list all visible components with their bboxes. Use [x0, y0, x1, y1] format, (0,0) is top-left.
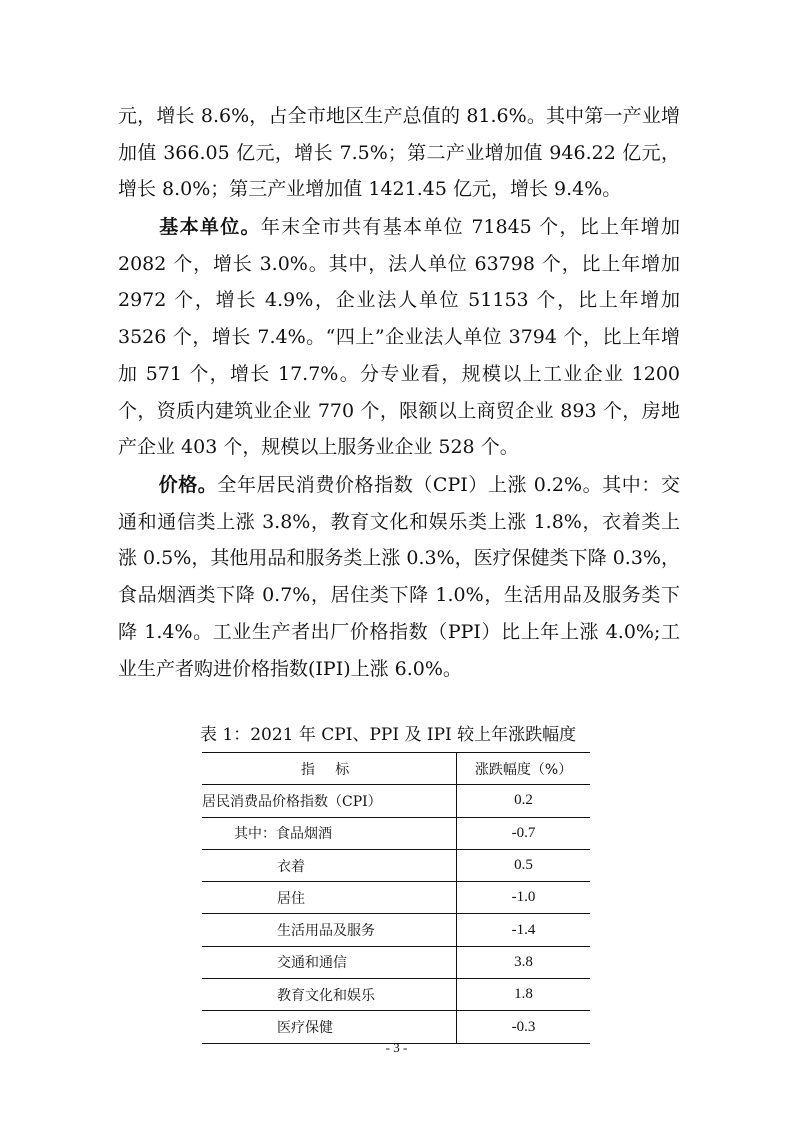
table-row — [202, 1011, 590, 1043]
row-value: -0.7 — [457, 817, 590, 849]
paragraph-basic-units — [118, 209, 680, 466]
row-value: -1.0 — [457, 882, 590, 914]
paragraph-prices — [118, 467, 680, 687]
row-label: 其中：食品烟酒 — [202, 817, 457, 849]
paragraph-gdp-text: 元，增长 8.6%，占全市地区生产总值的 81.6%。其中第一产业增加值 366.05 亿元，增长 7.5%；第二产业增加值 946.22 亿元，增长 8.0%；第三产业增加值 1421.45 亿元，增长 9.4%。 — [118, 105, 680, 201]
row-value: 1.8 — [457, 979, 590, 1011]
table-caption: 表 1：2021 年 CPI、PPI 及 IPI 较上年涨跌幅度 — [200, 725, 577, 745]
row-label: 交通和通信 — [202, 946, 457, 978]
table-row — [202, 946, 590, 978]
table-row — [202, 849, 590, 881]
section-heading-basic-units: 基本单位。 — [158, 216, 261, 238]
table-row — [202, 979, 590, 1011]
page-number: - 3 - — [385, 1040, 408, 1055]
row-label: 居民消费品价格指数（CPI） — [202, 785, 457, 817]
header-change: 涨跌幅度（%） — [457, 753, 590, 785]
row-label: 居住 — [202, 882, 457, 914]
paragraph-prices-text: 全年居民消费价格指数（CPI）上涨 0.2%。其中：交通和通信类上涨 3.8%，教育文化和娱乐类上涨 1.8%，衣着类上涨 0.5%，其他用品和服务类上涨 0.3%，医疗保健类下降 0.3%，食品烟酒类下降 0.7%，居住类下降 1.0%，生活用品及服务类下降 1.4%。工业生产者出厂价格指数（PPI）比上年上涨 4.0%;工业生产者购进价格指数(IPI)上涨 6.0%。 — [118, 474, 680, 680]
header-indicator: 指 标 — [202, 753, 457, 785]
row-label: 医疗保健 — [202, 1011, 457, 1043]
price-change-table — [202, 752, 590, 1044]
row-value: 3.8 — [457, 946, 590, 978]
row-value: 0.5 — [457, 849, 590, 881]
paragraph-gdp-continuation — [118, 98, 680, 208]
table-row — [202, 882, 590, 914]
table-row — [202, 914, 590, 946]
row-label: 教育文化和娱乐 — [202, 979, 457, 1011]
table-row — [202, 785, 590, 817]
row-label: 衣着 — [202, 849, 457, 881]
table-header-row — [202, 753, 590, 785]
row-value: -1.4 — [457, 914, 590, 946]
row-value: -0.3 — [457, 1011, 590, 1043]
row-label: 生活用品及服务 — [202, 914, 457, 946]
row-value: 0.2 — [457, 785, 590, 817]
table-row — [202, 817, 590, 849]
section-heading-prices: 价格。 — [158, 474, 218, 496]
paragraph-basic-units-text: 年末全市共有基本单位 71845 个，比上年增加 2082 个，增长 3.0%。其中，法人单位 63798 个，比上年增加 2972 个，增长 4.9%，企业法人单位 51153 个，比上年增加 3526 个，增长 7.4%。“四上”企业法人单位 3794 个，比上年增加 571 个，增长 17.7%。分专业看，规模以上工业企业 1200 个，资质内建筑业企业 770 个，限额以上商贸企业 893 个，房地产企业 403 个，规模以上服务业企业 528 个。 — [118, 216, 680, 459]
